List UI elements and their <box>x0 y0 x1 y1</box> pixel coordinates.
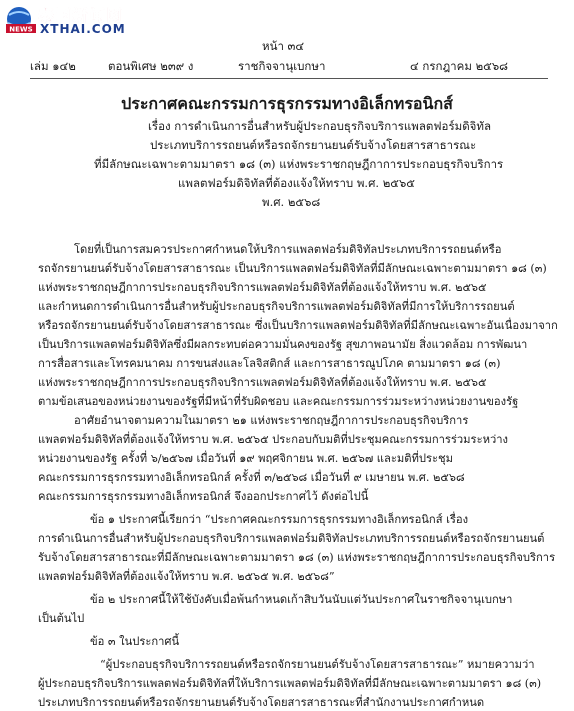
subject-line: ประเภทบริการรถยนต์หรือรถจักรยานยนต์รับจ้างโดยสารสาธารณะ <box>150 138 477 152</box>
page-number: หน้า ๓๔ <box>262 39 305 53</box>
body-line: แพลตฟอร์มดิจิทัลที่ต้องแจ้งให้ทราบ พ.ศ. ๒๕๖๕ พ.ศ. ๒๕๖๘” <box>38 570 335 583</box>
body-line: เป็นบริการแพลตฟอร์มดิจิทัลซึ่งมีผลกระทบต่อความมั่นคงของรัฐ สุขภาพอนามัย สิ่งแวดล้อม การพัฒนา <box>38 338 528 351</box>
news-globe-logo-icon <box>4 5 38 35</box>
body-line: แห่งพระราชกฤษฎีกาการประกอบธุรกิจบริการแพลตฟอร์มดิจิทัลที่ต้องแจ้งให้ทราบ พ.ศ. ๒๕๖๕ <box>38 281 487 294</box>
publication-date: ๔ กรกฎาคม ๒๕๖๘ <box>410 59 509 73</box>
body-line: ประเภทบริการรถยนต์หรือรถจักรยานยนต์รับจ้างโดยสารสาธารณะที่สำนักงานประกาศกำหนด <box>38 696 485 709</box>
body-line: รถจักรยานยนต์รับจ้างโดยสารสาธารณะ เป็นบริการแพลตฟอร์มดิจิทัลที่มีลักษณะเฉพาะตามมาตรา ๑๘ (๓) <box>38 262 547 275</box>
body-line: การดำเนินการอื่นสำหรับผู้ประกอบธุรกิจบริการแพลตฟอร์มดิจิทัลประเภทบริการรถยนต์หรือรถจักรยานยนต์ <box>38 532 545 545</box>
watermark-domain: XTHAI.COM <box>40 22 126 36</box>
site-watermark <box>4 3 154 37</box>
body-line: การสื่อสารและโทรคมนาคม การขนส่งและโลจิสติกส์ และการสาธารณูปโภค ตามมาตรา ๑๘ (๓) <box>38 357 501 370</box>
gazette-name: ราชกิจจานุเบกษา <box>238 59 326 73</box>
svg-text:NEWS: NEWS <box>9 25 33 34</box>
body-line: หรือรถจักรยานยนต์รับจ้างโดยสารสาธารณะ ซึ่งเป็นบริการแพลตฟอร์มดิจิทัลที่มีลักษณะเฉพาะอันเนื่องมาจาก <box>38 319 558 332</box>
subject-line: ที่มีลักษณะเฉพาะตามมาตรา ๑๘ (๓) แห่งพระราชกฤษฎีกาการประกอบธุรกิจบริการ <box>94 157 504 171</box>
clause-2: ข้อ ๒ ประกาศนี้ให้ใช้บังคับเมื่อพ้นกำหนดเก้าสิบวันนับแต่วันประกาศในราชกิจจานุเบกษา <box>90 593 513 606</box>
body-line: ผู้ประกอบธุรกิจบริการแพลตฟอร์มดิจิทัลที่ให้บริการแพลตฟอร์มดิจิทัลที่มีลักษณะเฉพาะตามมาตรา ๑๘ (๓) <box>38 677 542 690</box>
subject-line: แพลตฟอร์มดิจิทัลที่ต้องแจ้งให้ทราบ พ.ศ. ๒๕๖๕ <box>178 176 415 190</box>
body-line: เป็นต้นไป <box>38 612 85 625</box>
volume-number: เล่ม ๑๔๒ <box>30 59 76 73</box>
subject-line: พ.ศ. ๒๕๖๘ <box>262 195 321 209</box>
body-line: แพลตฟอร์มดิจิทัลที่ต้องแจ้งให้ทราบ พ.ศ. ๒๕๖๕ ประกอบกับมติที่ประชุมคณะกรรมการร่วมระหว่าง <box>38 433 508 446</box>
clause-1: ข้อ ๑ ประกาศนี้เรียกว่า “ประกาศคณะกรรมการธุรกรรมทางอิเล็กทรอนิกส์ เรื่อง <box>90 513 469 526</box>
body-line: รับจ้างโดยสารสาธารณะที่มีลักษณะเฉพาะตามมาตรา ๑๘ (๓) แห่งพระราชกฤษฎีกาการประกอบธุรกิจบริการ <box>38 551 556 564</box>
header-rule <box>30 78 548 79</box>
subject-line: เรื่อง การดำเนินการอื่นสำหรับผู้ประกอบธุรกิจบริการแพลตฟอร์มดิจิทัล <box>148 119 492 133</box>
body-line: และกำหนดการดำเนินการอื่นสำหรับผู้ประกอบธุรกิจบริการแพลตฟอร์มดิจิทัลที่มีการให้บริการรถยนต์ <box>38 300 515 313</box>
body-line: หน่วยงานของรัฐ ครั้งที่ ๖/๒๕๖๗ เมื่อวันที่ ๑๙ พฤศจิกายน พ.ศ. ๒๕๖๗ และมติที่ประชุม <box>38 452 453 465</box>
section-number: ตอนพิเศษ ๒๓๙ ง <box>108 59 194 73</box>
body-line: โดยที่เป็นการสมควรประกาศกำหนดให้บริการแพลตฟอร์มดิจิทัลประเภทบริการรถยนต์หรือ <box>74 243 502 256</box>
body-line: ตามข้อเสนอของหน่วยงานของรัฐที่มีหน้าที่รับผิดชอบ และคณะกรรมการร่วมระหว่างหน่วยงานของรัฐ <box>38 395 519 408</box>
gazette-header <box>30 58 548 74</box>
body-line: อาศัยอำนาจตามความในมาตรา ๒๑ แห่งพระราชกฤษฎีกาการประกอบธุรกิจบริการ <box>74 414 469 427</box>
clause-3: ข้อ ๓ ในประกาศนี้ <box>90 635 180 648</box>
definition-line: “ผู้ประกอบธุรกิจบริการรถยนต์หรือรถจักรยานยนต์รับจ้างโดยสารสาธารณะ” หมายความว่า <box>100 658 535 671</box>
body-line: คณะกรรมการธุรกรรมทางอิเล็กทรอนิกส์ จึงออกประกาศไว้ ดังต่อไปนี้ <box>38 490 369 503</box>
body-line: แห่งพระราชกฤษฎีกาการประกอบธุรกิจบริการแพลตฟอร์มดิจิทัลที่ต้องแจ้งให้ทราบ พ.ศ. ๒๕๖๕ <box>38 376 487 389</box>
announcement-title: ประกาศคณะกรรมการธุรกรรมทางอิเล็กทรอนิกส์ <box>121 94 453 113</box>
watermark-title: 泰国新闻网 <box>38 6 124 25</box>
body-line: คณะกรรมการธุรกรรมทางอิเล็กทรอนิกส์ ครั้งที่ ๓/๒๕๖๘ เมื่อวันที่ ๙ เมษายน พ.ศ. ๒๕๖๘ <box>38 471 465 484</box>
